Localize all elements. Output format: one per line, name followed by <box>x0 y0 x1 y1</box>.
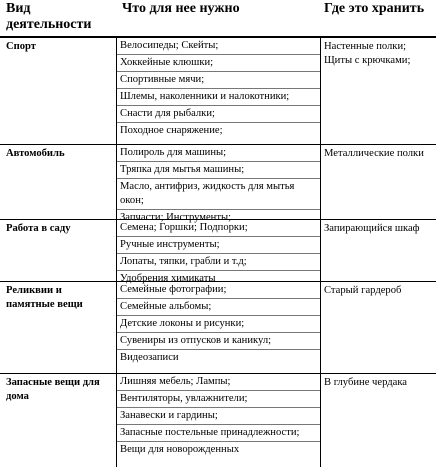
need-item: Хоккейные клюшки; <box>116 54 320 71</box>
need-item: Семена; Горшки; Подпорки; <box>120 222 248 233</box>
needs-cell <box>116 220 320 287</box>
table-row <box>0 374 436 467</box>
storage-cell: В глубине чердака <box>324 377 408 388</box>
need-item: Видеозаписи <box>116 349 320 366</box>
storage-cell: Запирающийся шкаф <box>324 223 420 234</box>
table-row <box>0 220 436 282</box>
needs-cell <box>116 282 320 366</box>
activity-cell: Автомобиль <box>6 148 65 159</box>
table-row <box>0 38 436 145</box>
storage-cell: Старый гардероб <box>324 285 402 296</box>
need-item: Вещи для новорожденных <box>116 441 320 458</box>
need-item: Снасти для рыбалки; <box>116 105 320 122</box>
need-item: Запасные постельные принадлежности; <box>116 424 320 441</box>
activity-cell: Работа в саду <box>6 223 71 234</box>
need-item: Запчасти; Инструменты; <box>116 209 320 226</box>
need-item: Лопаты, тяпки, грабли и т.д; <box>116 253 320 270</box>
table-header <box>0 0 436 38</box>
need-item: Полироль для машины; <box>120 147 227 158</box>
table-row <box>0 145 436 223</box>
need-item: Удобрения химикаты <box>116 270 320 287</box>
need-item: Занавески и гардины; <box>116 407 320 424</box>
need-item: Ручные инструменты; <box>116 236 320 253</box>
need-item: Семейные фотографии; <box>120 284 227 295</box>
need-item: Сувениры из отпусков и каникул; <box>116 332 320 349</box>
storage-cell: Металлические полки <box>324 148 424 159</box>
needs-cell <box>116 374 320 458</box>
header-storage: Где это хранить <box>324 1 425 16</box>
needs-cell <box>116 38 320 139</box>
header-needs: Что для нее нужно <box>122 1 240 16</box>
column-divider <box>116 38 117 467</box>
need-item: Масло, антифриз, жидкость для мытья окон; <box>116 178 320 209</box>
need-item: Тряпка для мытья машины; <box>116 161 320 178</box>
need-item: Походное снаряжение; <box>116 122 320 139</box>
need-item: Спортивные мячи; <box>116 71 320 88</box>
need-item: Семейные альбомы; <box>116 298 320 315</box>
header-activity: Вид деятельности <box>6 1 92 32</box>
activity-cell: Реликвии и памятные вещи <box>6 285 83 310</box>
activity-cell: Запасные вещи для дома <box>6 377 100 402</box>
need-item: Вентиляторы, увлажнители; <box>116 390 320 407</box>
need-item: Лишняя мебель; Лампы; <box>120 376 231 387</box>
storage-cell: Настенные полки; Щиты с крючками; <box>324 41 411 66</box>
need-item: Велосипеды; Скейты; <box>120 40 219 51</box>
activity-cell: Спорт <box>6 41 37 52</box>
table-row <box>0 282 436 374</box>
column-divider <box>320 38 321 467</box>
need-item: Детские локоны и рисунки; <box>116 315 320 332</box>
needs-cell <box>116 145 320 226</box>
need-item: Шлемы, наколенники и налокотники; <box>116 88 320 105</box>
